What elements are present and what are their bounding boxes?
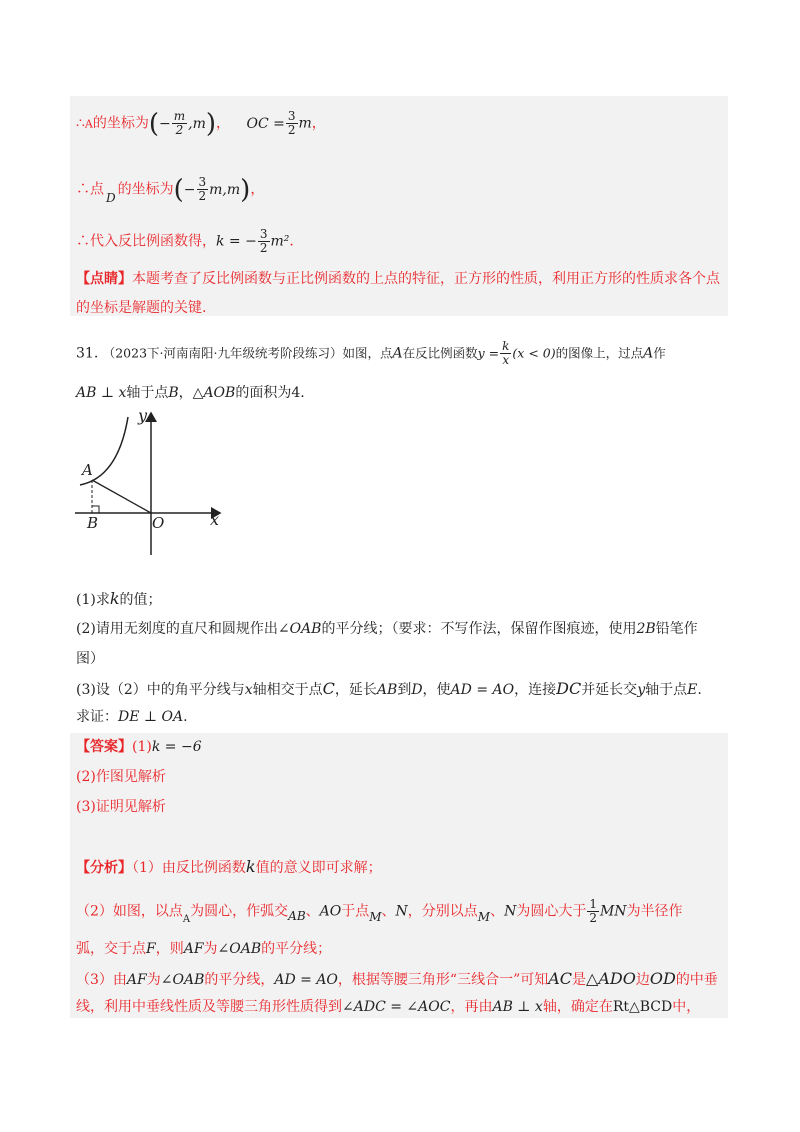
segment-ao <box>92 480 151 513</box>
answer-1: 【答案】(1)k = −6 <box>76 739 202 755</box>
analysis-3: （3）由AF为∠OAB的平分线，AD = AO，根据等腰三角形“三线合一”可知AC是△ADO边OD的中垂 <box>76 969 718 988</box>
question-2-cont: 图） <box>76 651 104 667</box>
answer-3: (3)证明见解析 <box>76 799 166 815</box>
answer-2: (2)作图见解析 <box>76 769 166 785</box>
analysis-2-cont: 弧，交于点F，则AF为∠OAB的平分线； <box>76 941 332 957</box>
solution-line-1: ∴A的坐标为(− $\frac{m}{2}$ ,m)， OC = $\frac{3}{2}$ m， <box>76 108 326 139</box>
label-a: A <box>82 461 93 479</box>
label-x: x <box>210 510 220 529</box>
right-angle-mark <box>92 506 99 513</box>
analysis-1: 【分析】（1）由反比例函数k值的意义即可求解； <box>76 857 382 876</box>
problem-line-1: 31. （2023下·河南南阳·九年级统考阶段练习）如图，点A在反比例函数y = $\frac{k}{x}$ (x < 0)的图像上，过点A作 <box>76 339 666 367</box>
solution-line-3: ∴代入反比例函数得，k = − $\frac{3}{2}$ m²． <box>76 227 304 255</box>
label-o: O <box>152 514 165 532</box>
question-3: (3)设（2）中的角平分线与x轴相交于点C，延长AB到D，使AD = AO，连接DC并延长交y轴于点E. <box>76 679 702 698</box>
problem-line-2: AB ⊥ x轴于点B，△AOB的面积为4. <box>76 385 305 401</box>
analysis-2: （2）如图，以点$_A$为圆心，作弧交AB、AO于点M、N，分别以点M、N为圆心大于 $\frac{1}{2}$ MN为半径作 <box>76 897 683 925</box>
tip-line-1: 【点睛】本题考查了反比例函数与正比例函数的上点的特征，正方形的性质，利用正方形的性质求各个点 <box>76 271 720 287</box>
analysis-4: 线，利用中垂线性质及等腰三角形性质得到∠ADC = ∠AOC，再由AB ⊥ x轴，确定在Rt△BCD中， <box>76 999 701 1015</box>
solution-line-2: ∴点 D 的坐标为(− $\frac{3}{2}$ m,m)， <box>76 174 265 205</box>
question-1: (1)求k的值； <box>76 589 162 608</box>
question-2: (2)请用无刻度的直尺和圆规作出∠OAB的平分线；（要求：不写作法，保留作图痕迹，使用2B铅笔作 <box>76 621 698 637</box>
tip-line-2: 的坐标是解题的关键. <box>76 300 207 316</box>
question-3-proof: 求证：DE ⊥ OA. <box>76 709 188 725</box>
coordinate-figure <box>70 405 230 560</box>
label-b: B <box>87 514 99 532</box>
label-y: y <box>138 406 148 425</box>
